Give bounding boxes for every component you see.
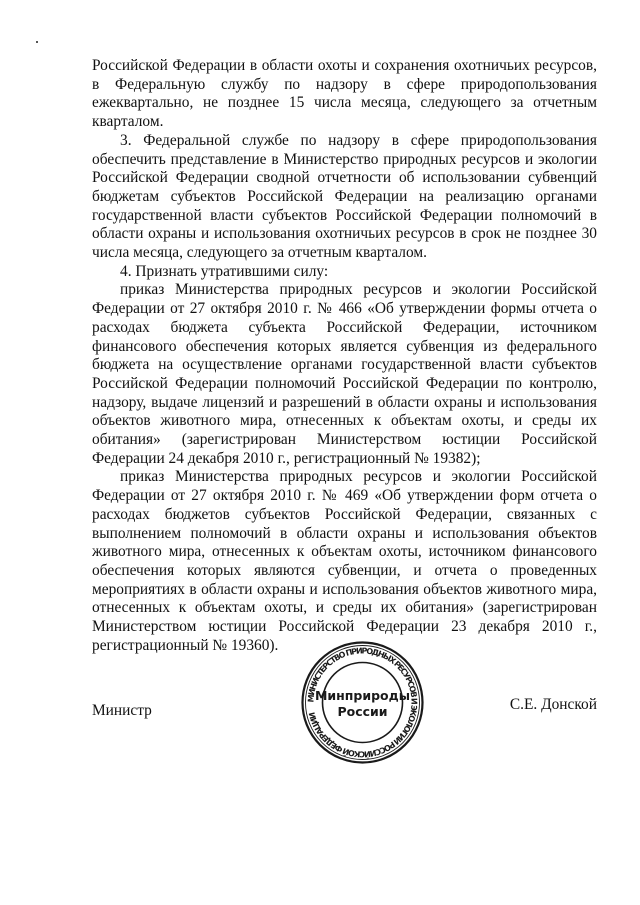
paragraph-item-3: 3. Федеральной службе по надзору в сфере природопользования обеспечить представление в Министерство природных ресурсов и экологии Российской Федерации сводной отчетности об использовании субвенций бюджетам субъектов Российской Федерации на реализацию органами государственной власти субъектов Российской Федерации полномочий в области охраны и использования охотничьих ресурсов в срок не позднее 30 числа месяца, следующего за отчетным кварталом. [92, 131, 597, 262]
signature-block [92, 640, 597, 770]
seal-center-line-2: России [337, 704, 388, 719]
document-body [92, 57, 597, 656]
scan-speck [36, 41, 38, 43]
paragraph-continuation: Российской Федерации в области охоты и сохранения охотничьих ресурсов, в Федеральную службу по надзору в сфере природопользования ежеквартально, не позднее 15 числа месяца, следующего за отчетным кварталом. [92, 57, 597, 131]
minister-name: С.Е. Донской [509, 696, 597, 713]
paragraph-order-469: приказ Министерства природных ресурсов и экологии Российской Федерации от 27 октября 2010 г. № 469 «Об утверждении форм отчета о расходах бюджетов субъектов Российской Федерации, связанных с выполнением полномочий в области охраны и использования объектов животного мира, отнесенных к объектам охоты, источником финансового обеспечения которых являются субвенции, и отчета о проведенных мероприятиях в области охраны и использования объектов животного мира, отнесенных к объектам охоты, и среды их обитания» (зарегистрирован Министерством юстиции Российской Федерации 23 декабря 2010 г., регистрационный № 19360). [92, 468, 597, 654]
official-seal [300, 640, 425, 765]
paragraph-order-466: приказ Министерства природных ресурсов и экологии Российской Федерации от 27 октября 2010 г. № 466 «Об утверждении формы отчета о расходах бюджета субъекта Российской Федерации, источником финансового обеспечения которых является субвенция из федерального бюджета на осуществление органами государственной власти субъектов Российской Федерации полномочий Российской Федерации по контролю, надзору, выдаче лицензий и разрешений в области охраны и использования объектов животного мира, отнесенных к объектам охоты, и среды их обитания» (зарегистрирован Министерством юстиции Российской Федерации 24 декабря 2010 г., регистрационный № 19382); [92, 281, 597, 467]
seal-ring-text: МИНИСТЕРСТВО ПРИРОДНЫХ РЕСУРСОВ И ЭКОЛОГИИ РОССИЙСКОЙ ФЕДЕРАЦИИ [306, 646, 419, 759]
seal-center-line-1: Минприроды [314, 688, 411, 703]
minister-title: Министр [92, 702, 152, 719]
paragraph-item-4: 4. Признать утратившими силу: [120, 262, 329, 280]
seal-graphic [300, 640, 425, 765]
